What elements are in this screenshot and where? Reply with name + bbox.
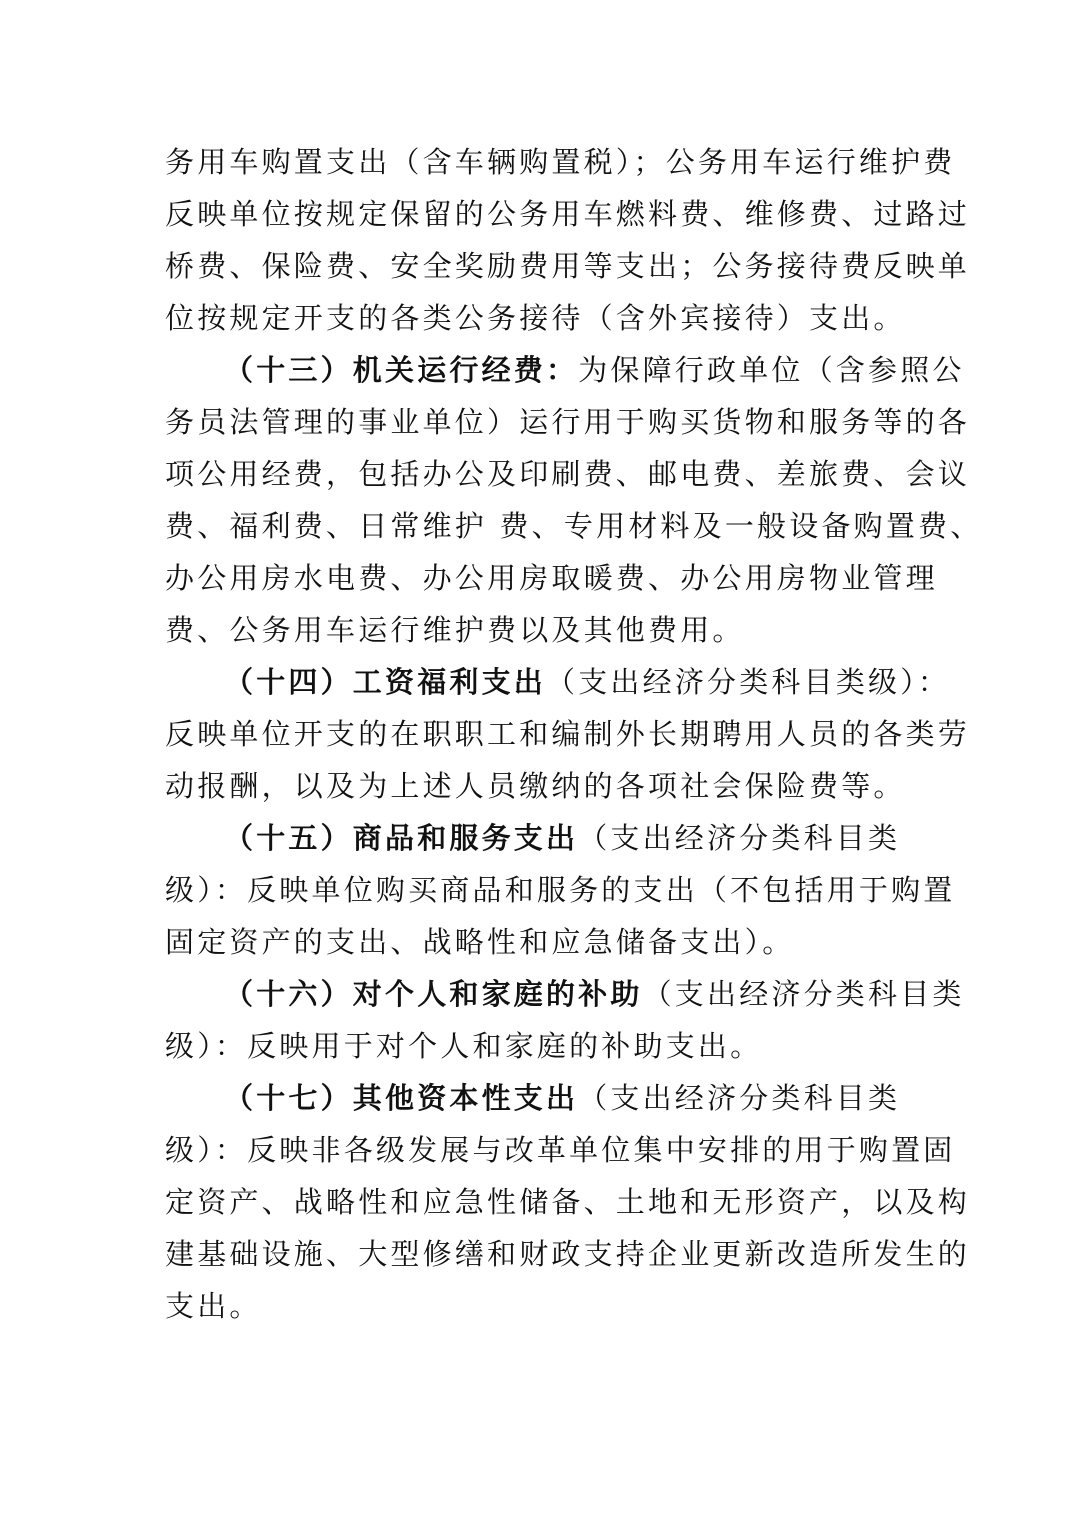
text-line [165, 500, 983, 552]
section-heading-line [224, 968, 965, 1020]
line-text: 项公用经费，包括办公及印刷费、邮电费、差旅费、会议 [165, 457, 971, 491]
line-text: （支出经济分类科目类 [642, 977, 965, 1011]
line-text: 级）：反映单位购买商品和服务的支出（不包括用于购置 [165, 873, 956, 907]
line-text: 反映单位按规定保留的公务用车燃料费、维修费、过路过 [165, 197, 971, 231]
text-line [165, 1280, 895, 1332]
text-line [165, 136, 956, 188]
section-heading: （十四）工资福利支出 [224, 665, 547, 699]
line-text: （支出经济分类科目类 [578, 1081, 901, 1115]
line-text: 办公用房水电费、办公用房取暖费、办公用房物业管理 [165, 561, 938, 595]
line-text: 务员法管理的事业单位）运行用于购买货物和服务等的各 [165, 405, 971, 439]
line-text: 固定资产的支出、战略性和应急储备支出）。 [165, 925, 795, 959]
text-line [165, 240, 971, 292]
text-line [165, 708, 971, 760]
line-text: 级）：反映非各级发展与改革单位集中安排的用于购置固 [165, 1133, 956, 1167]
text-line [165, 1020, 895, 1072]
text-line [165, 864, 956, 916]
line-text: 级）：反映用于对个人和家庭的补助支出。 [165, 1029, 763, 1063]
line-text: 反映单位开支的在职职工和编制外长期聘用人员的各类劳 [165, 717, 971, 751]
section-heading: （十七）其他资本性支出 [224, 1081, 579, 1115]
line-text: （支出经济分类科目类级）： [546, 665, 951, 699]
line-text: 定资产、战略性和应急性储备、土地和无形资产，以及构 [165, 1185, 971, 1219]
text-line [165, 1228, 971, 1280]
line-text: 费、公务用车运行维护费以及其他费用。 [165, 613, 745, 647]
section-heading-line [224, 656, 951, 708]
line-text: 建基础设施、大型修缮和财政支持企业更新改造所发生的 [165, 1237, 971, 1271]
text-line [165, 552, 938, 604]
line-text: 为保障行政单位（含参照公 [578, 353, 965, 387]
line-text: 位按规定开支的各类公务接待（含外宾接待）支出。 [165, 301, 906, 335]
text-line [165, 396, 971, 448]
line-text: 务用车购置支出（含车辆购置税）；公务用车运行维护费 [165, 145, 956, 179]
text-line [165, 760, 906, 812]
section-heading-line [224, 1072, 901, 1124]
section-heading: （十六）对个人和家庭的补助 [224, 977, 643, 1011]
line-text: 桥费、保险费、安全奖励费用等支出；公务接待费反映单 [165, 249, 971, 283]
section-heading-line [224, 812, 901, 864]
text-line [165, 292, 906, 344]
text-line [165, 448, 971, 500]
line-text: （支出经济分类科目类 [578, 821, 901, 855]
section-heading-line [224, 344, 965, 396]
section-heading: （十三）机关运行经费： [224, 353, 579, 387]
section-heading: （十五）商品和服务支出 [224, 821, 579, 855]
text-line [165, 916, 895, 968]
text-line [165, 188, 971, 240]
line-text: 支出。 [165, 1289, 262, 1323]
text-line [165, 604, 895, 656]
text-line [165, 1176, 971, 1228]
text-line [165, 1124, 956, 1176]
line-text: 动报酬，以及为上述人员缴纳的各项社会保险费等。 [165, 769, 906, 803]
line-text: 费、福利费、日常维护 费、专用材料及一般设备购置费、 [165, 509, 983, 543]
